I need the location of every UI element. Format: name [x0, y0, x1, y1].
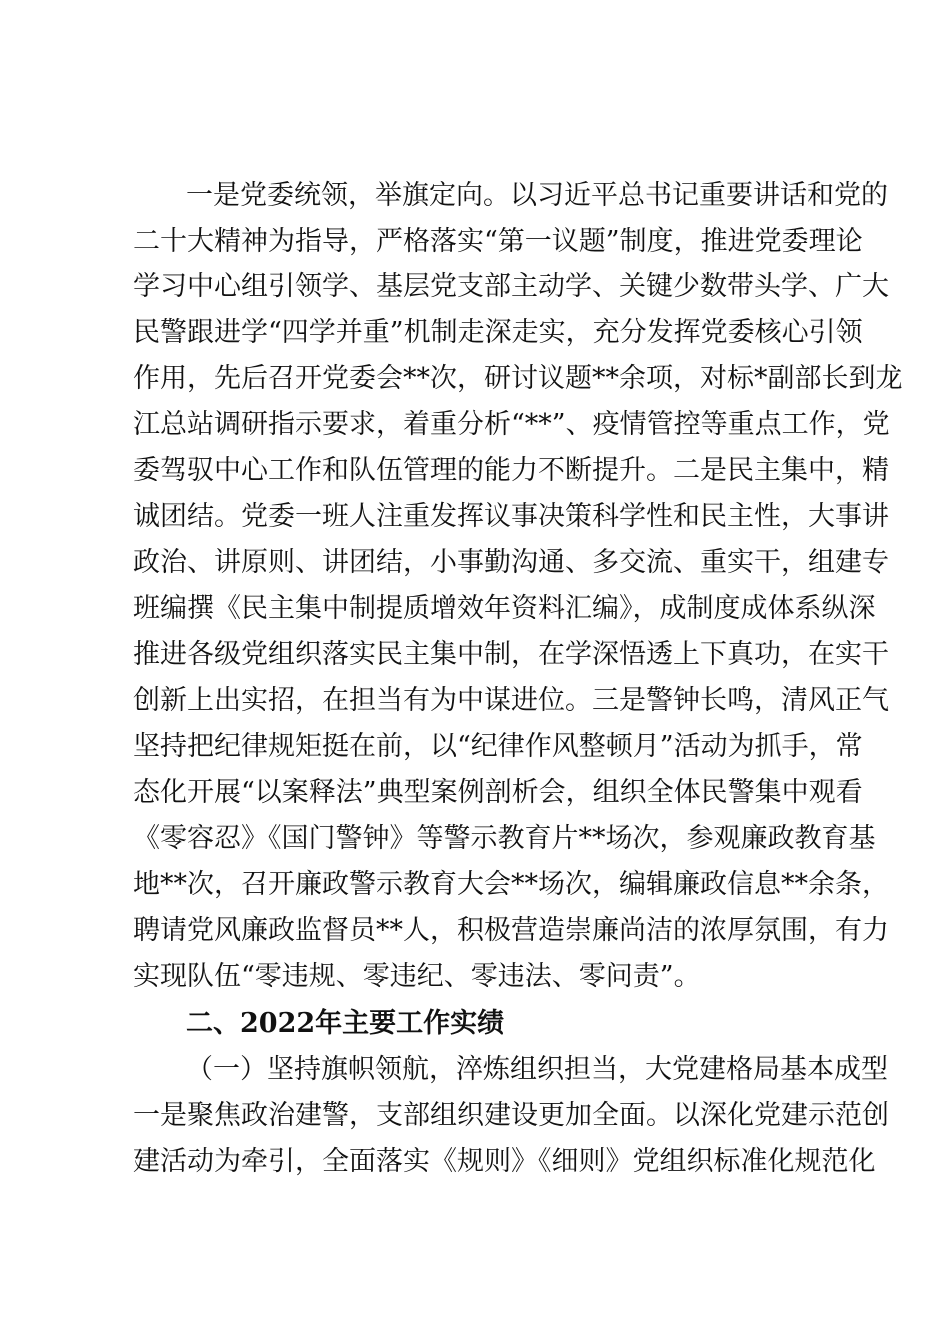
paragraph-line-10: 班编撰《民主集中制提质增效年资料汇编》，成制度成体系纵深: [133, 593, 876, 624]
paragraph-line-8: 诚团结。党委一班人注重发挥议事决策科学性和民主性，大事讲: [133, 501, 889, 532]
paragraph-line-9: 政治、讲原则、讲团结，小事勤沟通、多交流、重实干，组建专: [133, 547, 889, 578]
paragraph-line-6: 江总站调研指示要求，着重分析“**”、疫情管控等重点工作，党: [133, 409, 890, 440]
paragraph-line-19: 一是聚焦政治建警，支部组织建设更加全面。以深化党建示范创: [133, 1100, 889, 1131]
paragraph-line-13: 坚持把纪律规矩挺在前，以“纪律作风整顿月”活动为抓手，常: [133, 731, 863, 762]
paragraph-line-17: 聘请党风廉政监督员**人，积极营造崇廉尚洁的浓厚氛围，有力: [133, 915, 889, 946]
paragraph-line-5: 作用，先后召开党委会**次，研讨议题**余项，对标*副部长到龙: [133, 363, 903, 394]
paragraph-line-16: 地**次，召开廉政警示教育大会**场次，编辑廉政信息**余条，: [133, 869, 889, 900]
paragraph-line-7: 委驾驭中心工作和队伍管理的能力不断提升。二是民主集中，精: [133, 455, 889, 486]
paragraph-line-12: 创新上出实招，在担当有为中谋进位。三是警钟长鸣，清风正气: [133, 685, 889, 716]
paragraph-line-20: 建活动为牵引，全面落实《规则》《细则》党组织标准化规范化: [133, 1146, 876, 1177]
paragraph-line-1: 一是党委统领，举旗定向。以习近平总书记重要讲话和党的: [186, 180, 888, 211]
paragraph-line-2: 二十大精神为指导，严格落实“第一议题”制度，推进党委理论: [133, 226, 863, 257]
paragraph-line-4: 民警跟进学“四学并重”机制走深走实，充分发挥党委核心引领: [133, 317, 863, 348]
paragraph-line-18: 实现队伍“零违规、零违纪、零违法、零问责”。: [133, 961, 701, 992]
paragraph-line-14: 态化开展“以案释法”典型案例剖析会，组织全体民警集中观看: [133, 777, 863, 808]
paragraph-line-3: 学习中心组引领学、基层党支部主动学、关键少数带头学、广大: [133, 271, 889, 302]
section-heading: 二、2022年主要工作实绩: [186, 1008, 505, 1039]
paragraph-line-15: 《零容忍》《国门警钟》等警示教育片**场次，参观廉政教育基: [133, 823, 876, 854]
paragraph-line-11: 推进各级党组织落实民主集中制，在学深悟透上下真功，在实干: [133, 639, 889, 670]
subsection-heading: （一）坚持旗帜领航，淬炼组织担当，大党建格局基本成型: [186, 1054, 888, 1085]
